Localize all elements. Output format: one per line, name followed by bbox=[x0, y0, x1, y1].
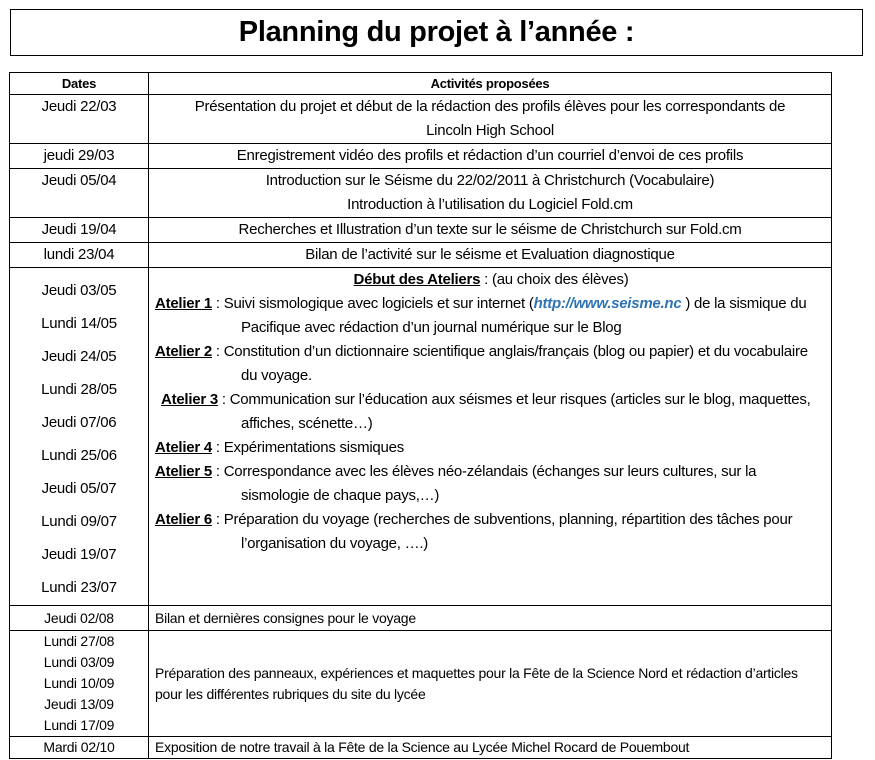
table-header bbox=[10, 73, 832, 95]
date: Jeudi 07/06 bbox=[41, 414, 117, 431]
activity-line: Introduction à l’utilisation du Logiciel Fold.cm bbox=[347, 196, 633, 213]
activity-cell: Bilan de l’activité sur le séisme et Evaluation diagnostique bbox=[149, 243, 832, 268]
date: Jeudi 05/07 bbox=[41, 480, 117, 497]
date-cell: Jeudi 02/08 bbox=[10, 606, 149, 631]
date-cell: Jeudi 22/03 bbox=[10, 95, 149, 144]
table-row bbox=[10, 144, 832, 169]
activity-cell: Préparation des panneaux, expériences et maquettes pour la Fête de la Science Nord et rédaction d’articles pour les différentes rubriques du site du lycée bbox=[149, 631, 832, 737]
activity-cell bbox=[149, 169, 832, 218]
date: Lundi 10/09 bbox=[43, 675, 115, 691]
atelier-3: Atelier 3 : Communication sur l’éducation aux séismes et leur risques (articles sur le blog, maquettes, affiches, scénette…) bbox=[161, 391, 811, 432]
table-row bbox=[10, 631, 832, 737]
activity-cell bbox=[149, 268, 832, 606]
table-row bbox=[10, 218, 832, 243]
activity-cell: Recherches et Illustration d’un texte sur le séisme de Christchurch sur Fold.cm bbox=[149, 218, 832, 243]
date-cell bbox=[10, 631, 149, 737]
table-row bbox=[10, 95, 832, 144]
atelier-4: Atelier 4 : Expérimentations sismiques bbox=[155, 439, 404, 456]
date: Lundi 09/07 bbox=[41, 513, 117, 530]
atelier-6: Atelier 6 : Préparation du voyage (recherches de subventions, planning, répartition des tâches pour l’organisation du voyage, ….) bbox=[155, 511, 793, 552]
activity-line: Introduction sur le Séisme du 22/02/2011 à Christchurch (Vocabulaire) bbox=[265, 172, 715, 189]
header-dates: Dates bbox=[10, 73, 149, 95]
date: Lundi 23/07 bbox=[41, 579, 117, 596]
date-cell: Jeudi 05/04 bbox=[10, 169, 149, 218]
planning-table bbox=[9, 72, 832, 759]
atelier-2: Atelier 2 : Constitution d’un dictionnaire scientifique anglais/français (blog ou papier) et du vocabulaire du voyage. bbox=[155, 343, 808, 384]
activity-cell: Bilan et dernières consignes pour le voyage bbox=[149, 606, 832, 631]
atelier-5: Atelier 5 : Correspondance avec les élèves néo-zélandais (échanges sur leurs cultures, sur la sismologie de chaque pays,…) bbox=[155, 463, 757, 504]
atelier-1: Atelier 1 : Suivi sismologique avec logiciels et sur internet (http://www.seisme.nc ) de la sismique du Pacifique avec rédaction d’un journal numérique sur le Blog bbox=[155, 295, 807, 336]
date-cell: lundi 23/04 bbox=[10, 243, 149, 268]
table-row bbox=[10, 737, 832, 759]
date-cell: Mardi 02/10 bbox=[10, 737, 149, 759]
ateliers-heading: Début des Ateliers : (au choix des élèves) bbox=[353, 271, 629, 288]
date: Lundi 14/05 bbox=[41, 315, 117, 332]
date: Lundi 25/06 bbox=[41, 447, 117, 464]
table-row bbox=[10, 606, 832, 631]
date: Lundi 27/08 bbox=[43, 633, 115, 649]
header-activities: Activités proposées bbox=[149, 73, 832, 95]
date: Lundi 28/05 bbox=[41, 381, 117, 398]
page-title: Planning du projet à l’année : bbox=[10, 9, 863, 56]
date-cell: jeudi 29/03 bbox=[10, 144, 149, 169]
date: Lundi 17/09 bbox=[43, 717, 115, 733]
date: Jeudi 19/07 bbox=[41, 546, 117, 563]
date: Jeudi 13/09 bbox=[44, 696, 114, 712]
activity-cell: Enregistrement vidéo des profils et rédaction d’un courriel d’envoi de ces profils bbox=[149, 144, 832, 169]
table-row-ateliers bbox=[10, 268, 832, 606]
table-row bbox=[10, 169, 832, 218]
date: Jeudi 24/05 bbox=[41, 348, 117, 365]
seisme-link[interactable]: http://www.seisme.nc bbox=[533, 295, 682, 312]
date-cell bbox=[10, 268, 149, 606]
date: Lundi 03/09 bbox=[43, 654, 115, 670]
table-row bbox=[10, 243, 832, 268]
date-cell: Jeudi 19/04 bbox=[10, 218, 149, 243]
date: Jeudi 03/05 bbox=[41, 282, 117, 299]
activity-cell: Exposition de notre travail à la Fête de la Science au Lycée Michel Rocard de Pouembout bbox=[149, 737, 832, 759]
activity-cell: Présentation du projet et début de la rédaction des profils élèves pour les correspondants de Lincoln High School bbox=[149, 95, 832, 144]
